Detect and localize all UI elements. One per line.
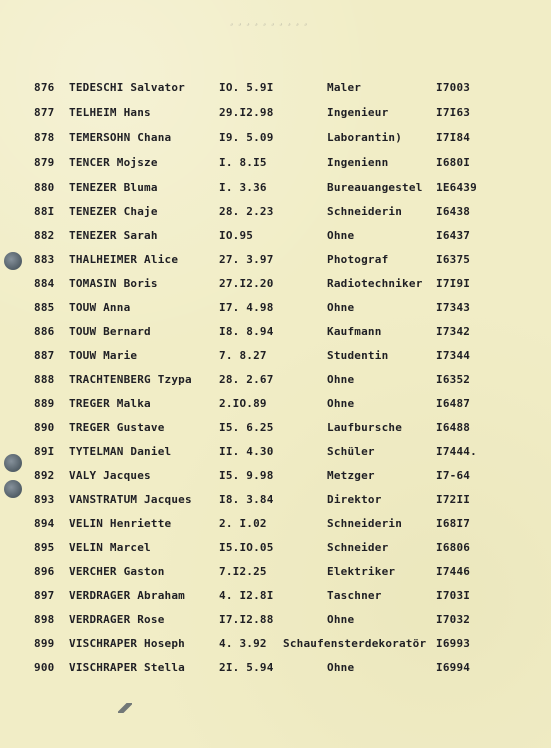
entry-number: 899 [34, 637, 55, 650]
birth-date: I8. 8.94 [219, 325, 274, 338]
profession: Ohne [327, 229, 355, 242]
birth-date: 2I. 5.94 [219, 661, 274, 674]
entry-number: 879 [34, 156, 55, 169]
record-code: I7344 [436, 349, 471, 362]
table-row [0, 418, 551, 438]
profession: Schaufensterdekoratör [283, 637, 427, 650]
table-row [0, 298, 551, 318]
record-code: I6487 [436, 397, 471, 410]
entry-number: 885 [34, 301, 55, 314]
person-name: TREGER Gustave [69, 421, 165, 434]
entry-number: 898 [34, 613, 55, 626]
entry-number: 876 [34, 81, 55, 94]
table-row [0, 538, 551, 558]
person-name: VANSTRATUM Jacques [69, 493, 192, 506]
record-code: 1E6439 [436, 181, 477, 194]
profession: Direktor [327, 493, 382, 506]
table-row [0, 202, 551, 222]
person-name: TYTELMAN Daniel [69, 445, 172, 458]
entry-number: 877 [34, 106, 55, 119]
birth-date: I8. 3.84 [219, 493, 274, 506]
profession: Ingenieur [327, 106, 389, 119]
profession: Studentin [327, 349, 389, 362]
birth-date: I5. 9.98 [219, 469, 274, 482]
person-name: VELIN Marcel [69, 541, 151, 554]
record-code: I703I [436, 589, 471, 602]
table-row [0, 442, 551, 462]
table-row [0, 466, 551, 486]
birth-date: 27.I2.20 [219, 277, 274, 290]
record-code: I7I9I [436, 277, 471, 290]
birth-date: 27. 3.97 [219, 253, 274, 266]
record-code: I7343 [436, 301, 471, 314]
birth-date: I9. 5.09 [219, 131, 274, 144]
profession: Laufbursche [327, 421, 403, 434]
birth-date: IO. 5.9I [219, 81, 274, 94]
record-code: I7032 [436, 613, 471, 626]
profession: Schüler [327, 445, 375, 458]
faint-header-bleed: ¸¸¸¸¸¸¸¸¸¸ [228, 12, 311, 26]
profession: Schneiderin [327, 205, 403, 218]
table-row [0, 514, 551, 534]
profession: Ohne [327, 397, 355, 410]
table-row [0, 274, 551, 294]
table-row [0, 634, 551, 654]
person-name: TOUW Marie [69, 349, 138, 362]
birth-date: I5. 6.25 [219, 421, 274, 434]
entry-number: 878 [34, 131, 55, 144]
birth-date: 29.I2.98 [219, 106, 274, 119]
person-name: TOMASIN Boris [69, 277, 158, 290]
person-name: TOUW Bernard [69, 325, 151, 338]
birth-date: 28. 2.67 [219, 373, 274, 386]
table-row [0, 78, 551, 98]
birth-date: 7. 8.27 [219, 349, 267, 362]
table-row [0, 226, 551, 246]
profession: Ohne [327, 613, 355, 626]
profession: Photograf [327, 253, 389, 266]
profession: Metzger [327, 469, 375, 482]
record-code: I6993 [436, 637, 471, 650]
profession: Ingenienn [327, 156, 389, 169]
profession: Bureauangestel [327, 181, 423, 194]
table-row [0, 490, 551, 510]
profession: Schneiderin [327, 517, 403, 530]
birth-date: IO.95 [219, 229, 254, 242]
table-row [0, 178, 551, 198]
birth-date: I. 3.36 [219, 181, 267, 194]
pen-mark [118, 703, 132, 713]
entry-number: 89I [34, 445, 55, 458]
profession: Taschner [327, 589, 382, 602]
entry-number: 889 [34, 397, 55, 410]
entry-number: 887 [34, 349, 55, 362]
person-name: TENEZER Chaje [69, 205, 158, 218]
birth-date: I. 8.I5 [219, 156, 267, 169]
person-name: TREGER Malka [69, 397, 151, 410]
table-row [0, 610, 551, 630]
person-name: VELIN Henriette [69, 517, 172, 530]
record-code: I6438 [436, 205, 471, 218]
table-row [0, 153, 551, 173]
person-name: TOUW Anna [69, 301, 131, 314]
birth-date: 2. I.02 [219, 517, 267, 530]
entry-number: 888 [34, 373, 55, 386]
entry-number: 884 [34, 277, 55, 290]
record-code: I7‑64 [436, 469, 471, 482]
record-code: I6806 [436, 541, 471, 554]
entry-number: 880 [34, 181, 55, 194]
birth-date: I7.I2.88 [219, 613, 274, 626]
record-code: I6352 [436, 373, 471, 386]
record-code: I680I [436, 156, 471, 169]
birth-date: 28. 2.23 [219, 205, 274, 218]
record-code: I7003 [436, 81, 471, 94]
person-name: VERDRAGER Abraham [69, 589, 185, 602]
person-name: TENCER Mojsze [69, 156, 158, 169]
profession: Laborantin) [327, 131, 403, 144]
profession: Kaufmann [327, 325, 382, 338]
table-row [0, 250, 551, 270]
record-code: I7I63 [436, 106, 471, 119]
table-row [0, 394, 551, 414]
person-name: TEMERSOHN Chana [69, 131, 172, 144]
person-name: VISCHRAPER Stella [69, 661, 185, 674]
person-name: TENEZER Bluma [69, 181, 158, 194]
birth-date: 2.IO.89 [219, 397, 267, 410]
birth-date: 7.I2.25 [219, 565, 267, 578]
record-code: I68I7 [436, 517, 471, 530]
entry-number: 882 [34, 229, 55, 242]
entry-number: 883 [34, 253, 55, 266]
profession: Ohne [327, 301, 355, 314]
record-code: I7342 [436, 325, 471, 338]
profession: Maler [327, 81, 362, 94]
table-row [0, 370, 551, 390]
person-name: VALY Jacques [69, 469, 151, 482]
birth-date: 4. 3.92 [219, 637, 267, 650]
record-code: I6375 [436, 253, 471, 266]
person-name: TEDESCHI Salvator [69, 81, 185, 94]
table-row [0, 586, 551, 606]
person-name: TENEZER Sarah [69, 229, 158, 242]
profession: Ohne [327, 373, 355, 386]
entry-number: 890 [34, 421, 55, 434]
record-code: I7446 [436, 565, 471, 578]
birth-date: 4. I2.8I [219, 589, 274, 602]
entry-number: 886 [34, 325, 55, 338]
birth-date: I7. 4.98 [219, 301, 274, 314]
entry-number: 893 [34, 493, 55, 506]
table-row [0, 128, 551, 148]
profession: Ohne [327, 661, 355, 674]
entry-number: 895 [34, 541, 55, 554]
birth-date: II. 4.30 [219, 445, 274, 458]
person-name: VERDRAGER Rose [69, 613, 165, 626]
person-name: VERCHER Gaston [69, 565, 165, 578]
person-name: VISCHRAPER Hoseph [69, 637, 185, 650]
birth-date: I5.IO.05 [219, 541, 274, 554]
record-code: I72II [436, 493, 471, 506]
person-name: THALHEIMER Alice [69, 253, 179, 266]
entry-number: 894 [34, 517, 55, 530]
record-code: I7444. [436, 445, 477, 458]
profession: Radiotechniker [327, 277, 423, 290]
profession: Schneider [327, 541, 389, 554]
record-code: I6994 [436, 661, 471, 674]
person-name: TELHEIM Hans [69, 106, 151, 119]
record-code: I6488 [436, 421, 471, 434]
entry-number: 897 [34, 589, 55, 602]
entry-number: 896 [34, 565, 55, 578]
person-name: TRACHTENBERG Tzypa [69, 373, 192, 386]
table-row [0, 658, 551, 678]
table-row [0, 322, 551, 342]
profession: Elektriker [327, 565, 396, 578]
entry-number: 88I [34, 205, 55, 218]
entry-number: 900 [34, 661, 55, 674]
record-code: I7I84 [436, 131, 471, 144]
entry-number: 892 [34, 469, 55, 482]
record-code: I6437 [436, 229, 471, 242]
table-row [0, 346, 551, 366]
table-row [0, 562, 551, 582]
table-row [0, 103, 551, 123]
